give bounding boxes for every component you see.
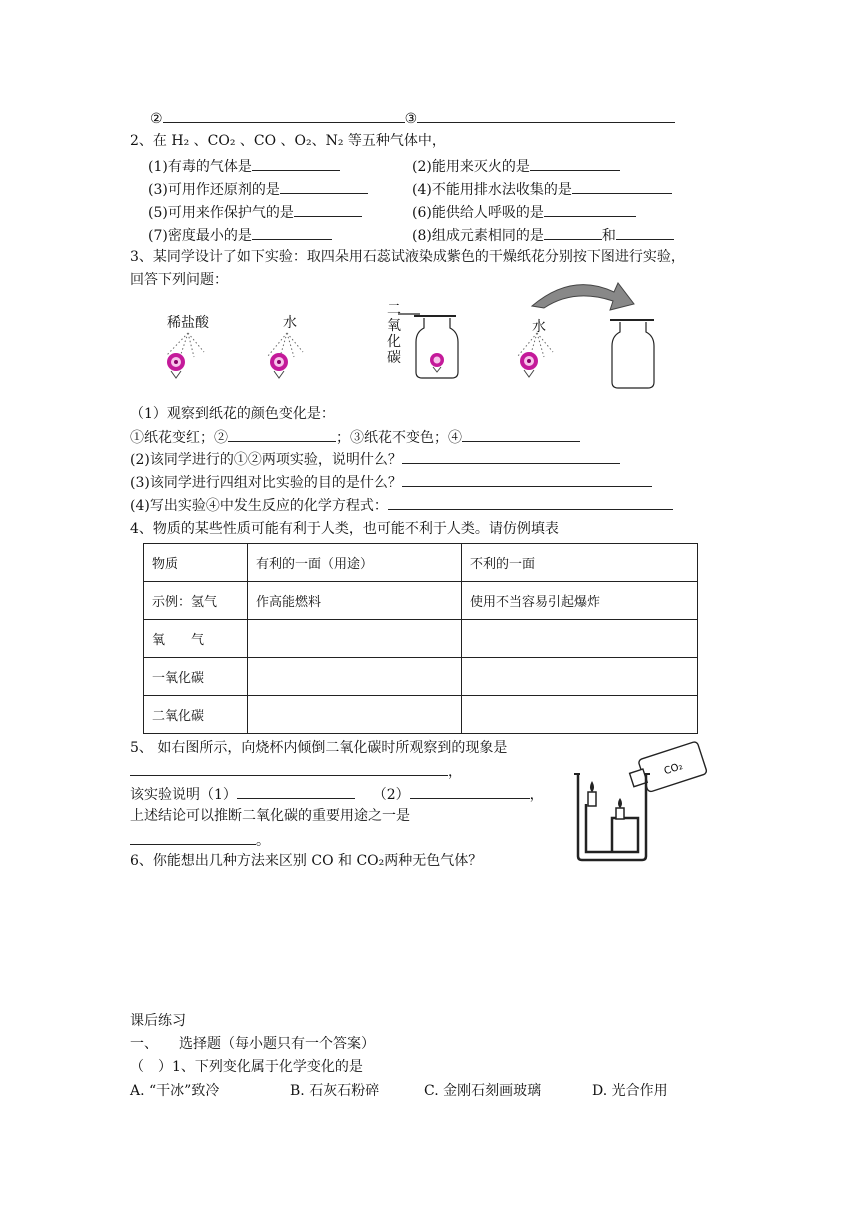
q3-sub-1: （1）观察到纸花的颜色变化是： (130, 406, 335, 422)
paper-flower-1 (167, 353, 185, 378)
paper-flower-4 (520, 352, 538, 377)
co2-bottle-tilted (626, 741, 707, 796)
q2-item-2: (2)能用来灭火的是 (412, 156, 620, 176)
top-answer-line: ② ③ (150, 108, 675, 128)
table-header-row: 物质 有利的一面（用途） 不利的一面 (144, 544, 698, 582)
q2-item-5: (5)可用来作保护气的是 (148, 202, 362, 222)
table-row: 示例：氢气 作高能燃料 使用不当容易引起爆炸 (144, 582, 698, 620)
table-answer-cell[interactable] (248, 696, 462, 734)
stepped-stand (586, 804, 638, 852)
q5-line-5: 。 (130, 830, 270, 850)
co2-gas-bottle (398, 314, 458, 378)
practice-question-1: （ ）1、下列变化属于化学变化的是 (130, 1059, 363, 1075)
table-answer-cell[interactable] (462, 620, 698, 658)
paper-flower-2 (270, 353, 288, 378)
candle-short (616, 798, 624, 819)
q5-line-3: 该实验说明（1） （2） ， (130, 784, 544, 804)
option-a[interactable]: A. “干冰”致冷 (130, 1083, 220, 1099)
q3-sub-3: (3)该同学进行四组对比实验的目的是什么？ (130, 472, 652, 492)
q5-intro: 5、 如右图所示，向烧杯内倾倒二氧化碳时所观察到的现象是 (130, 740, 508, 756)
q3-sub-1-answers: ①纸花变红；② ；③纸花不变色；④ (130, 427, 580, 447)
q4-table (143, 543, 698, 734)
option-b[interactable]: B. 石灰石粉碎 (290, 1083, 380, 1099)
q3-blank-s3[interactable] (402, 472, 652, 487)
practice-section: 一、 选择题（每小题只有一个答案） (130, 1036, 375, 1052)
q6-question: 6、你能想出几种方法来区别 CO 和 CO₂两种无色气体？ (130, 853, 483, 869)
option-c[interactable]: C. 金刚石刻画玻璃 (424, 1083, 542, 1099)
q5-blank-2[interactable] (410, 784, 530, 799)
spray-cone-acid (166, 333, 204, 357)
q2-item-6: (6)能供给人呼吸的是 (412, 202, 636, 222)
table-answer-cell[interactable] (248, 620, 462, 658)
q4-intro: 4、物质的某些性质可能有利于人类，也可能不利于人类。请仿例填表 (130, 521, 559, 537)
paper-flower-3 (430, 353, 444, 372)
spray-cone-water-1 (268, 333, 303, 357)
q3-blank-4[interactable] (462, 427, 580, 442)
q5-line-2: ， (130, 761, 462, 781)
q3-intro-1: 3、某同学设计了如下实验：取四朵用石蕊试液染成紫色的干燥纸花分别按下图进行实验， (130, 249, 685, 265)
label-co2-vertical: 二 氧 化 碳 (387, 302, 401, 366)
table-answer-cell[interactable] (462, 658, 698, 696)
label-water-1: 水 (283, 315, 297, 331)
q2-item-1: (1)有毒的气体是 (148, 156, 340, 176)
table-row: 一氧化碳 (144, 658, 698, 696)
q2-item-3: (3)可用作还原剂的是 (148, 179, 368, 199)
q2-intro: 2、在 H₂ 、CO₂ 、CO 、O₂、N₂ 等五种气体中， (130, 133, 446, 149)
label-water-2: 水 (532, 319, 546, 335)
q3-blank-s4[interactable] (388, 495, 673, 510)
co2-beaker-figure (572, 738, 712, 868)
q3-blank-s2[interactable] (402, 449, 620, 464)
q3-sub-4: (4)写出实验④中发生反应的化学方程式： (130, 495, 673, 515)
q5-blank-use[interactable] (130, 830, 256, 845)
q3-experiment-figure (0, 0, 860, 400)
q5-blank-phenomenon[interactable] (130, 761, 448, 776)
q3-sub-2: (2)该同学进行的①②两项实验，说明什么？ (130, 449, 620, 469)
q2-item-8: (8)组成元素相同的是 和 (412, 225, 674, 245)
curved-arrow-icon (532, 283, 634, 310)
table-answer-cell[interactable] (462, 696, 698, 734)
spray-cone-water-2 (518, 333, 553, 357)
candle-tall (588, 781, 596, 806)
q5-line-4: 上述结论可以推断二氧化碳的重要用途之一是 (130, 808, 410, 824)
q3-intro-2: 回答下列问题： (130, 272, 228, 288)
table-answer-cell[interactable] (248, 658, 462, 696)
q3-blank-2[interactable] (228, 427, 336, 442)
practice-title: 课后练习 (130, 1013, 186, 1029)
empty-gas-bottle (610, 320, 654, 388)
q2-item-7: (7)密度最小的是 (148, 225, 332, 245)
co2-bottle-label: CO₂ (662, 760, 685, 778)
label-dilute-hcl: 稀盐酸 (167, 315, 209, 331)
q5-blank-1[interactable] (237, 784, 355, 799)
q2-item-4: (4)不能用排水法收集的是 (412, 179, 672, 199)
table-row: 氧 气 (144, 620, 698, 658)
table-row: 二氧化碳 (144, 696, 698, 734)
option-d[interactable]: D. 光合作用 (592, 1083, 668, 1099)
